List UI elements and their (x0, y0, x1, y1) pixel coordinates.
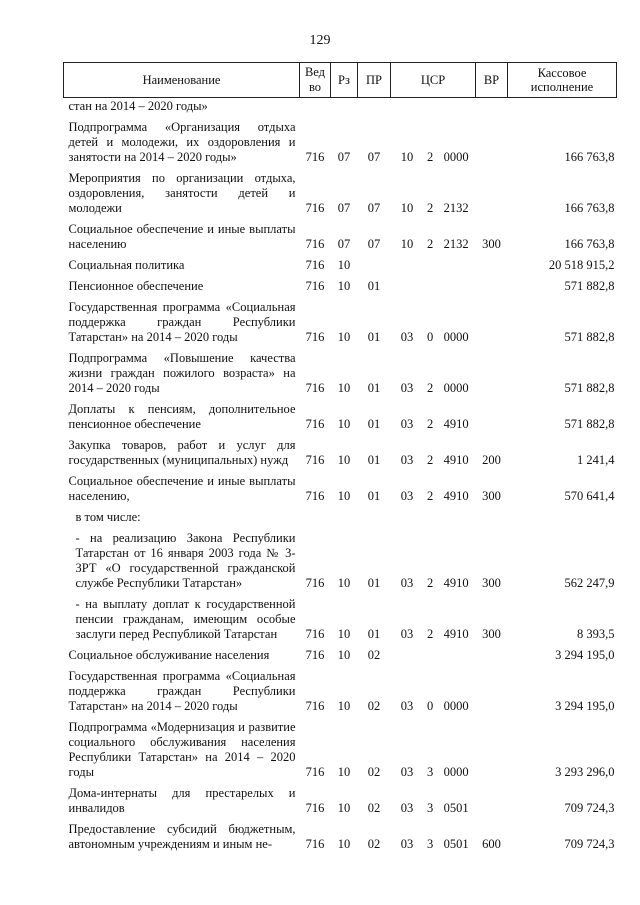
row-ved: 716 (305, 699, 325, 713)
row-csr2: 2 (426, 417, 434, 431)
row-sum: 570 641,4 (564, 489, 615, 503)
row-csr (391, 256, 476, 277)
row-pr: 01 (367, 453, 381, 467)
row-csr2: 3 (426, 837, 434, 851)
row-csr (391, 667, 476, 718)
row-rz: 10 (337, 837, 351, 851)
row-pr: 01 (367, 576, 381, 590)
row-pr (358, 98, 391, 119)
row-csr (391, 472, 476, 508)
row-name: - на реализацию Закона Республики Татарстан от 16 января 2003 года № 3-ЗРТ «О государственной гражданской службе Республики Татарстан» (75, 531, 296, 590)
row-ved: 716 (305, 576, 325, 590)
row-vr (476, 118, 508, 169)
row-vr: 300 (482, 237, 501, 251)
row-csr (391, 220, 476, 256)
row-rz: 10 (337, 489, 351, 503)
row-sum: 571 882,8 (564, 279, 615, 293)
row-name: Мероприятия по организации отдыха, оздоровления, занятости детей и молодежи (68, 171, 296, 215)
row-csr1: 03 (400, 801, 414, 815)
row-csr3: 0000 (443, 150, 469, 164)
row-csr1: 03 (400, 837, 414, 851)
row-pr: 01 (367, 417, 381, 431)
row-ved: 716 (305, 837, 325, 851)
row-rz: 10 (337, 279, 351, 293)
table-row (64, 646, 617, 667)
row-vr: 300 (482, 627, 501, 641)
row-vr (476, 256, 508, 277)
row-rz: 10 (337, 453, 351, 467)
header-vr: ВР (476, 63, 508, 98)
row-ved: 716 (305, 648, 325, 662)
row-vr (476, 718, 508, 784)
row-sum: 3 294 195,0 (555, 648, 615, 662)
row-pr: 02 (367, 801, 381, 815)
row-name: в том числе: (75, 510, 141, 524)
row-name: Социальное обслуживание населения (68, 648, 270, 662)
row-vr (476, 784, 508, 820)
row-sum: 571 882,8 (564, 330, 615, 344)
row-csr3: 0501 (443, 801, 469, 815)
row-csr (391, 508, 476, 529)
row-rz: 10 (337, 648, 351, 662)
row-rz: 07 (337, 201, 351, 215)
row-csr (391, 277, 476, 298)
row-ved: 716 (305, 279, 325, 293)
row-csr1: 03 (400, 765, 414, 779)
row-csr3: 0000 (443, 330, 469, 344)
row-name: Социальная политика (68, 258, 185, 272)
row-rz: 07 (337, 150, 351, 164)
row-pr: 01 (367, 279, 381, 293)
row-csr2: 2 (426, 489, 434, 503)
table-body (64, 98, 617, 857)
row-ved: 716 (305, 417, 325, 431)
table-row (64, 436, 617, 472)
row-name: Дома-интернаты для престарелых и инвалидов (68, 786, 296, 815)
row-sum: 709 724,3 (564, 801, 615, 815)
row-ved: 716 (305, 258, 325, 272)
row-sum: 166 763,8 (564, 237, 615, 251)
row-sum: 571 882,8 (564, 417, 615, 431)
row-pr: 01 (367, 627, 381, 641)
table-row (64, 472, 617, 508)
table-row (64, 529, 617, 595)
header-pr: ПР (358, 63, 391, 98)
row-csr (391, 820, 476, 856)
row-sum: 166 763,8 (564, 201, 615, 215)
header-rz: Рз (331, 63, 358, 98)
row-vr (476, 298, 508, 349)
table-row (64, 277, 617, 298)
row-rz (331, 508, 358, 529)
row-csr3: 4910 (443, 417, 469, 431)
row-rz: 07 (337, 237, 351, 251)
row-sum: 166 763,8 (564, 150, 615, 164)
budget-table (63, 62, 617, 856)
row-vr (476, 349, 508, 400)
row-sum (508, 508, 617, 529)
row-csr (391, 784, 476, 820)
row-csr1: 10 (400, 150, 414, 164)
row-csr1: 03 (400, 330, 414, 344)
row-pr: 07 (367, 201, 381, 215)
row-csr2: 2 (426, 237, 434, 251)
row-csr (391, 595, 476, 646)
row-pr: 07 (367, 237, 381, 251)
row-csr2: 0 (426, 699, 434, 713)
row-ved: 716 (305, 330, 325, 344)
row-rz: 10 (337, 258, 351, 272)
row-csr2: 2 (426, 150, 434, 164)
row-csr3: 2132 (443, 237, 469, 251)
row-sum: 571 882,8 (564, 381, 615, 395)
row-csr3: 0000 (443, 381, 469, 395)
header-ved-label: Ведво (304, 65, 326, 94)
row-pr: 07 (367, 150, 381, 164)
row-csr (391, 169, 476, 220)
row-vr (476, 98, 508, 119)
row-name: Государственная программа «Социальная поддержка граждан Республики Татарстан» на 2014 – 2020 годы (68, 300, 296, 344)
row-sum: 3 293 296,0 (555, 765, 615, 779)
table-row (64, 118, 617, 169)
row-ved: 716 (305, 201, 325, 215)
row-csr1: 10 (400, 237, 414, 251)
row-rz: 10 (337, 381, 351, 395)
row-ved: 716 (305, 489, 325, 503)
row-sum: 1 241,4 (577, 453, 615, 467)
row-name: Подпрограмма «Организация отдыха детей и молодежи, их оздоровления и занятости на 2014 – 2020 годы» (68, 120, 296, 164)
row-vr (476, 277, 508, 298)
header-sum (508, 63, 617, 98)
row-ved: 716 (305, 765, 325, 779)
row-pr: 01 (367, 330, 381, 344)
row-ved: 716 (305, 453, 325, 467)
row-rz: 10 (337, 627, 351, 641)
row-pr: 02 (367, 648, 381, 662)
row-name: Социальное обеспечение и иные выплаты населению, (68, 474, 296, 503)
row-csr (391, 298, 476, 349)
row-vr (476, 169, 508, 220)
row-rz: 10 (337, 330, 351, 344)
row-sum (508, 98, 617, 119)
row-sum: 8 393,5 (577, 627, 615, 641)
row-pr: 02 (367, 765, 381, 779)
table-row (64, 820, 617, 856)
row-vr: 200 (482, 453, 501, 467)
row-csr (391, 529, 476, 595)
row-sum: 562 247,9 (564, 576, 615, 590)
row-csr3: 4910 (443, 489, 469, 503)
row-vr (476, 400, 508, 436)
row-csr2: 2 (426, 201, 434, 215)
row-csr3: 4910 (443, 627, 469, 641)
row-csr3: 0000 (443, 765, 469, 779)
table-row (64, 718, 617, 784)
table-row (64, 298, 617, 349)
table-row (64, 784, 617, 820)
row-csr1: 03 (400, 381, 414, 395)
row-rz: 10 (337, 417, 351, 431)
row-name: Пенсионное обеспечение (68, 279, 204, 293)
row-csr2: 2 (426, 453, 434, 467)
row-csr2: 3 (426, 801, 434, 815)
row-ved: 716 (305, 237, 325, 251)
row-name: Предоставление субсидий бюджетным, автономным учреждениям и иным не- (68, 822, 296, 851)
row-csr3: 4910 (443, 576, 469, 590)
row-csr1: 03 (400, 489, 414, 503)
row-name: стан на 2014 – 2020 годы» (68, 99, 208, 113)
table-row (64, 98, 617, 119)
row-name: Доплаты к пенсиям, дополнительное пенсионное обеспечение (68, 402, 296, 431)
row-rz: 10 (337, 765, 351, 779)
row-csr1: 03 (400, 453, 414, 467)
header-name: Наименование (64, 63, 300, 98)
table-row (64, 595, 617, 646)
page-number: 129 (309, 33, 331, 48)
table-row (64, 349, 617, 400)
row-rz: 10 (337, 576, 351, 590)
row-csr2: 3 (426, 765, 434, 779)
row-name: - на выплату доплат к государственной пенсии гражданам, имеющим особые заслуги перед Республикой Татарстан (75, 597, 296, 641)
row-csr (391, 436, 476, 472)
row-csr1: 03 (400, 699, 414, 713)
table-header-row (64, 63, 617, 98)
row-csr1: 03 (400, 627, 414, 641)
row-ved: 716 (305, 150, 325, 164)
row-csr3: 4910 (443, 453, 469, 467)
header-ved (300, 63, 331, 98)
row-csr (391, 349, 476, 400)
row-pr: 02 (367, 837, 381, 851)
row-csr (391, 718, 476, 784)
table-row (64, 256, 617, 277)
row-csr2: 2 (426, 627, 434, 641)
row-sum: 709 724,3 (564, 837, 615, 851)
table-row (64, 508, 617, 529)
row-name: Государственная программа «Социальная поддержка граждан Республики Татарстан» на 2014 – 2020 годы (68, 669, 296, 713)
row-ved: 716 (305, 627, 325, 641)
row-rz (331, 98, 358, 119)
row-csr (391, 118, 476, 169)
row-csr (391, 646, 476, 667)
row-sum: 20 518 915,2 (548, 258, 615, 272)
row-pr: 01 (367, 381, 381, 395)
row-csr3: 2132 (443, 201, 469, 215)
row-vr: 300 (482, 576, 501, 590)
row-name: Социальное обеспечение и иные выплаты населению (68, 222, 296, 251)
row-csr2: 2 (426, 381, 434, 395)
header-sum-label: Кассовое исполнение (530, 66, 594, 94)
row-csr1: 10 (400, 201, 414, 215)
row-vr: 300 (482, 489, 501, 503)
table-row (64, 667, 617, 718)
row-csr2: 2 (426, 576, 434, 590)
row-ved (300, 98, 331, 119)
row-vr: 600 (482, 837, 501, 851)
row-vr (476, 508, 508, 529)
header-csr: ЦСР (391, 63, 476, 98)
row-rz: 10 (337, 801, 351, 815)
row-pr (358, 508, 391, 529)
row-name: Подпрограмма «Повышение качества жизни граждан пожилого возраста» на 2014 – 2020 годы (68, 351, 296, 395)
row-name: Закупка товаров, работ и услуг для государственных (муниципальных) нужд (68, 438, 296, 467)
row-csr1: 03 (400, 576, 414, 590)
table-row (64, 220, 617, 256)
row-csr (391, 98, 476, 119)
row-pr (358, 256, 391, 277)
table-row (64, 169, 617, 220)
row-sum: 3 294 195,0 (555, 699, 615, 713)
row-ved: 716 (305, 381, 325, 395)
row-vr (476, 646, 508, 667)
row-csr1: 03 (400, 417, 414, 431)
row-name: Подпрограмма «Модернизация и развитие социального обслуживания населения Республики Татарстан» на 2014 – 2020 годы (68, 720, 296, 779)
row-vr (476, 667, 508, 718)
row-csr (391, 400, 476, 436)
row-pr: 01 (367, 489, 381, 503)
row-csr2: 0 (426, 330, 434, 344)
row-pr: 02 (367, 699, 381, 713)
table-row (64, 400, 617, 436)
row-ved (300, 508, 331, 529)
row-ved: 716 (305, 801, 325, 815)
row-rz: 10 (337, 699, 351, 713)
row-csr3: 0000 (443, 699, 469, 713)
row-csr3: 0501 (443, 837, 469, 851)
